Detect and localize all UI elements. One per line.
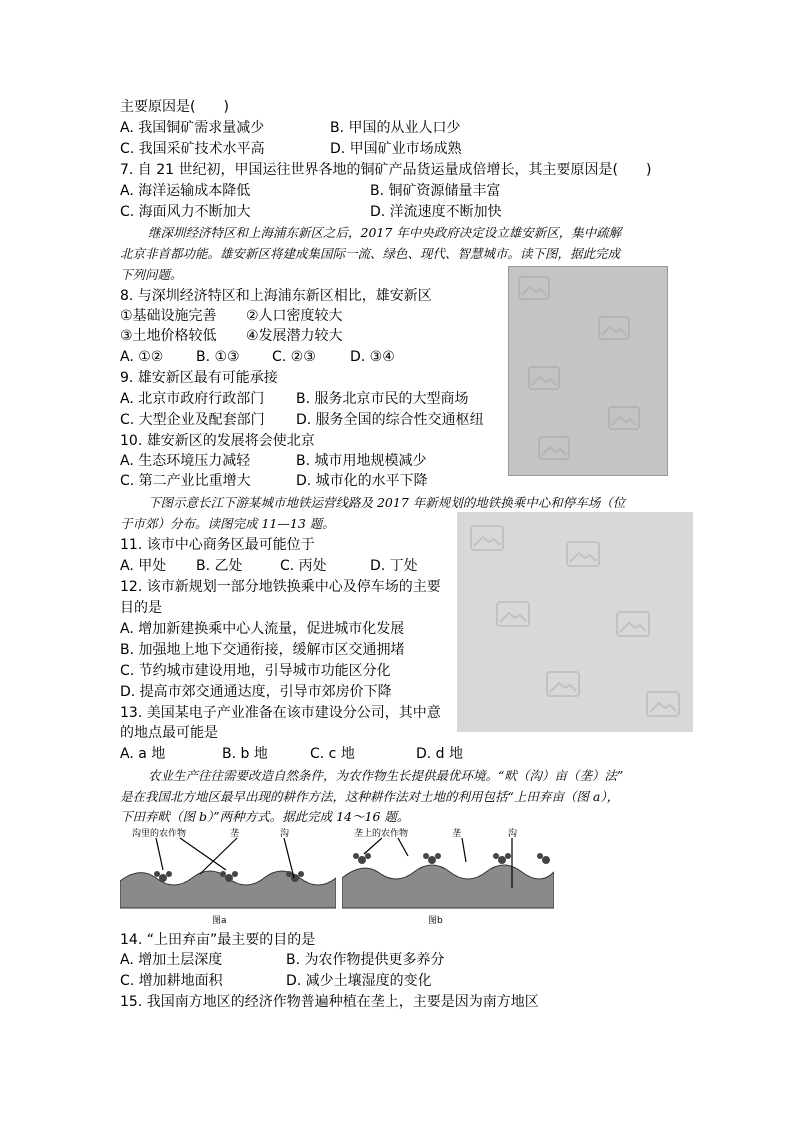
fig-b-caption: 图b bbox=[428, 916, 443, 926]
image-placeholder-icon bbox=[457, 512, 693, 732]
q8-item-3: ③土地价格较低 bbox=[120, 328, 217, 344]
q10-stem: 10. 雄安新区的发展将会使北京 bbox=[120, 433, 315, 449]
q6-option-c: C. 我国采矿技术水平高 bbox=[120, 141, 265, 157]
fig-a-ditch-label: 沟 bbox=[280, 829, 290, 839]
fig-a-ridge-label: 垄 bbox=[230, 829, 240, 839]
q11-option-b: B. 乙处 bbox=[196, 558, 243, 574]
q8-option-a: A. ①② bbox=[120, 349, 164, 365]
passage-metro-line1: 下图示意长江下游某城市地铁运营线路及 2017 年新规划的地铁换乘中心和停车场（位 bbox=[148, 495, 626, 510]
q7-stem: 7. 自 21 世纪初，甲国运往世界各地的铜矿产品货运量成倍增长，其主要原因是( ) bbox=[120, 162, 652, 178]
q6-option-d: D. 甲国矿业市场成熟 bbox=[330, 141, 462, 157]
q13-option-d: D. d 地 bbox=[416, 746, 464, 762]
q13-option-a: A. a 地 bbox=[120, 746, 166, 762]
q12-option-d: D. 提高市郊交通通达度，引导市郊房价下降 bbox=[120, 684, 392, 700]
image-placeholder-icon bbox=[509, 267, 667, 475]
q6-stem-end: 主要原因是( ) bbox=[120, 99, 229, 115]
q10-option-a: A. 生态环境压力减轻 bbox=[120, 453, 251, 469]
q9-option-b: B. 服务北京市民的大型商场 bbox=[296, 391, 469, 407]
q8-item-1: ①基础设施完善 bbox=[120, 308, 217, 324]
q15-stem: 15. 我国南方地区的经济作物普遍种植在垄上，主要是因为南方地区 bbox=[120, 994, 539, 1010]
q12-stem-line1: 12. 该市新规划一部分地铁换乘中心及停车场的主要 bbox=[120, 579, 441, 595]
figure-b bbox=[342, 826, 554, 926]
q8-option-d: D. ③④ bbox=[350, 349, 395, 365]
q7-option-a: A. 海洋运输成本降低 bbox=[120, 183, 251, 199]
q12-option-c: C. 节约城市建设用地，引导城市功能区分化 bbox=[120, 663, 391, 679]
q8-option-b: B. ①③ bbox=[196, 349, 240, 365]
q9-option-a: A. 北京市政府行政部门 bbox=[120, 391, 265, 407]
figure-a bbox=[120, 826, 336, 926]
q14-option-a: A. 增加土层深度 bbox=[120, 952, 223, 968]
q14-stem: 14. “上田弃亩”最主要的目的是 bbox=[120, 932, 316, 948]
q7-option-b: B. 铜矿资源储量丰富 bbox=[370, 183, 501, 199]
passage-farming-line3: 下田弃畎（图 b）”两种方式。据此完成 14～16 题。 bbox=[120, 809, 410, 824]
q9-option-d: D. 服务全国的综合性交通枢纽 bbox=[296, 412, 484, 428]
q6-option-b: B. 甲国的从业人口少 bbox=[330, 120, 461, 136]
q9-stem: 9. 雄安新区最有可能承接 bbox=[120, 370, 278, 386]
q14-option-d: D. 减少土壤湿度的变化 bbox=[286, 973, 432, 989]
q12-option-a: A. 增加新建换乘中心人流量，促进城市化发展 bbox=[120, 621, 405, 637]
passage-xiongan-line2: 北京非首都功能。雄安新区将建成集国际一流、绿色、现代、智慧城市。读下图，据此完成 bbox=[120, 246, 621, 261]
q11-option-d: D. 丁处 bbox=[370, 558, 418, 574]
q8-option-c: C. ②③ bbox=[272, 349, 316, 365]
fig-a-crop-label: 沟里的农作物 bbox=[132, 829, 187, 839]
q6-option-a: A. 我国铜矿需求量减少 bbox=[120, 120, 265, 136]
q11-option-c: C. 丙处 bbox=[280, 558, 327, 574]
metro-map-image bbox=[457, 512, 693, 732]
fig-b-ditch-label: 沟 bbox=[508, 829, 518, 839]
q13-option-c: C. c 地 bbox=[310, 746, 355, 762]
xiongan-map-image bbox=[508, 266, 668, 476]
q8-item-2: ②人口密度较大 bbox=[246, 308, 343, 324]
q11-stem: 11. 该市中心商务区最可能位于 bbox=[120, 537, 315, 553]
q10-option-c: C. 第二产业比重增大 bbox=[120, 473, 251, 489]
q13-stem-line1: 13. 美国某电子产业准备在该市建设分公司，其中意 bbox=[120, 705, 441, 721]
passage-xiongan-line1: 继深圳经济特区和上海浦东新区之后，2017 年中央政府决定设立雄安新区，集中疏解 bbox=[148, 225, 622, 240]
q8-item-4: ④发展潜力较大 bbox=[246, 328, 343, 344]
q10-option-d: D. 城市化的水平下降 bbox=[296, 473, 428, 489]
q8-stem: 8. 与深圳经济特区和上海浦东新区相比，雄安新区 bbox=[120, 288, 432, 304]
q14-option-b: B. 为农作物提供更多养分 bbox=[286, 952, 445, 968]
passage-metro-line2: 于市郊）分布。读图完成 11—13 题。 bbox=[120, 516, 335, 531]
passage-farming-line2: 是在我国北方地区最早出现的耕作方法，这种耕作法对土地的利用包括“上田弃亩（图 a）， bbox=[120, 789, 620, 804]
q12-stem-line2: 目的是 bbox=[120, 600, 162, 616]
fig-a-caption: 图a bbox=[212, 916, 227, 926]
q9-option-c: C. 大型企业及配套部门 bbox=[120, 412, 265, 428]
q7-option-c: C. 海面风力不断加大 bbox=[120, 204, 251, 220]
passage-farming-line1: 农业生产往往需要改造自然条件，为农作物生长提供最优环境。“畎（沟）亩（垄）法” bbox=[148, 768, 624, 783]
q11-option-a: A. 甲处 bbox=[120, 558, 167, 574]
q14-option-c: C. 增加耕地面积 bbox=[120, 973, 223, 989]
q10-option-b: B. 城市用地规模减少 bbox=[296, 453, 427, 469]
q7-option-d: D. 洋流速度不断加快 bbox=[370, 204, 502, 220]
passage-xiongan-line3: 下列问题。 bbox=[120, 267, 183, 282]
q13-stem-line2: 的地点最可能是 bbox=[120, 725, 218, 741]
fig-b-crop-label: 垄上的农作物 bbox=[354, 829, 409, 839]
fig-b-ridge-label: 垄 bbox=[452, 829, 462, 839]
q12-option-b: B. 加强地上地下交通衔接，缓解市区交通拥堵 bbox=[120, 642, 405, 658]
q13-option-b: B. b 地 bbox=[222, 746, 268, 762]
